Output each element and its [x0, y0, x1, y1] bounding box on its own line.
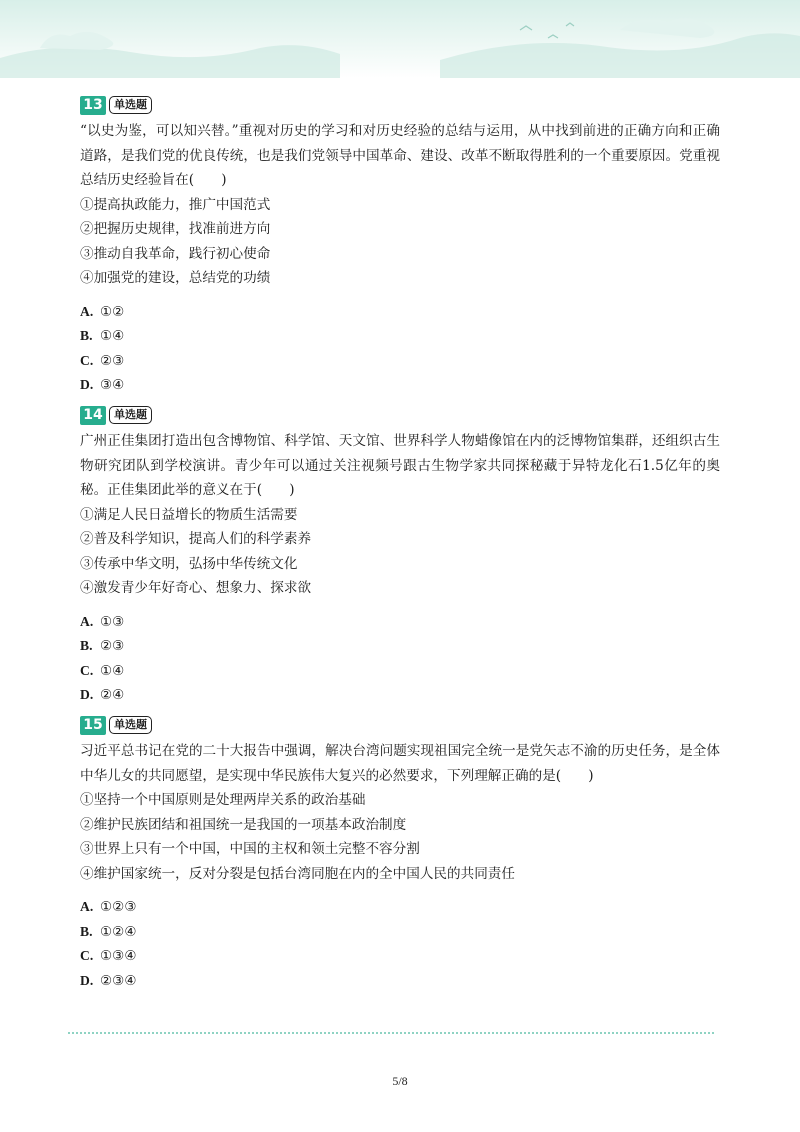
option-text: ①③④ [100, 948, 137, 964]
option-c[interactable] [80, 659, 720, 684]
option-a[interactable] [80, 610, 720, 635]
question-stem: “以史为鉴，可以知兴替。”重视对历史的学习和对历史经验的总结与运用，从中找到前进的正确方向和正确道路，是我们党的优良传统，也是我们党领导中国革命、建设、改革不断取得胜利的一个重要原因。党重视总结历史经验旨在( ) [80, 123, 720, 188]
question-13 [80, 95, 720, 398]
question-header [80, 715, 720, 735]
option-letter: A. [80, 899, 94, 914]
option-b[interactable] [80, 920, 720, 945]
option-text: ②④ [100, 687, 125, 703]
question-number-badge: 14 [80, 406, 106, 425]
option-letter: A. [80, 303, 94, 319]
question-type-badge: 单选题 [109, 406, 152, 424]
statement-2: ②普及科学知识，提高人们的科学素养 [80, 531, 312, 547]
option-letter: D. [80, 377, 94, 392]
option-text: ①②③ [100, 899, 137, 915]
statement-2: ②把握历史规律，找准前进方向 [80, 221, 271, 237]
question-header [80, 95, 720, 115]
option-letter: D. [80, 972, 94, 988]
option-text: ①②④ [100, 923, 137, 940]
statement-1: ①坚持一个中国原则是处理两岸关系的政治基础 [80, 792, 366, 808]
option-a[interactable] [80, 895, 720, 920]
option-letter: C. [80, 662, 94, 678]
option-c[interactable] [80, 944, 720, 969]
statement-3: ③传承中华文明，弘扬中华传统文化 [80, 555, 298, 572]
landscape-decoration [0, 0, 800, 78]
option-text: ②③④ [100, 972, 137, 989]
option-text: ①③ [100, 613, 125, 630]
statement-1: ①满足人民日益增长的物质生活需要 [80, 506, 298, 523]
option-text: ③④ [100, 377, 125, 393]
option-letter: B. [80, 328, 93, 343]
question-type-badge: 单选题 [109, 96, 152, 114]
footer-divider [68, 1032, 714, 1034]
option-c[interactable] [80, 349, 720, 374]
statement-2: ②维护民族团结和祖国统一是我国的一项基本政治制度 [80, 816, 407, 833]
option-b[interactable] [80, 634, 720, 659]
option-letter: C. [80, 352, 94, 368]
question-number-badge: 13 [80, 96, 106, 115]
answer-options [80, 300, 720, 398]
option-letter: A. [80, 613, 94, 629]
option-letter: B. [80, 923, 93, 939]
question-15 [80, 715, 720, 993]
option-d[interactable] [80, 683, 720, 708]
statement-4: ④激发青少年好奇心、想象力、探求欲 [80, 580, 312, 596]
statement-4: ④加强党的建设，总结党的功绩 [80, 270, 271, 286]
answer-options [80, 895, 720, 993]
option-b[interactable] [80, 324, 720, 349]
option-d[interactable] [80, 969, 720, 994]
statement-4: ④维护国家统一，反对分裂是包括台湾同胞在内的全中国人民的共同责任 [80, 865, 515, 882]
option-letter: C. [80, 948, 94, 963]
option-letter: B. [80, 638, 93, 653]
header-decoration [0, 0, 800, 78]
statement-3: ③推动自我革命，践行初心使命 [80, 245, 271, 262]
option-a[interactable] [80, 300, 720, 325]
option-text: ①④ [100, 662, 125, 679]
question-number-badge: 15 [80, 716, 106, 735]
option-text: ①② [100, 303, 125, 320]
option-text: ①④ [100, 328, 125, 344]
statement-3: ③世界上只有一个中国，中国的主权和领土完整不容分割 [80, 841, 420, 857]
question-header [80, 405, 720, 425]
question-14 [80, 405, 720, 708]
answer-options [80, 610, 720, 708]
question-type-badge: 单选题 [109, 716, 152, 734]
option-text: ②③ [100, 352, 125, 369]
option-d[interactable] [80, 373, 720, 398]
question-stem: 习近平总书记在党的二十大报告中强调，解决台湾问题实现祖国完全统一是党矢志不渝的历史任务，是全体中华儿女的共同愿望，是实现中华民族伟大复兴的必然要求，下列理解正确的是( ) [80, 743, 720, 784]
statement-1: ①提高执政能力，推广中国范式 [80, 196, 271, 213]
page-number: 5/8 [392, 1074, 408, 1088]
question-stem: 广州正佳集团打造出包含博物馆、科学馆、天文馆、世界科学人物蜡像馆在内的泛博物馆集群，还组织古生物研究团队到学校演讲。青少年可以通过关注视频号跟古生物学家共同探秘藏于异特龙化石1.5亿年的奥秘。正佳集团此举的意义在于( ) [80, 433, 720, 498]
option-letter: D. [80, 687, 94, 702]
option-text: ②③ [100, 638, 125, 654]
